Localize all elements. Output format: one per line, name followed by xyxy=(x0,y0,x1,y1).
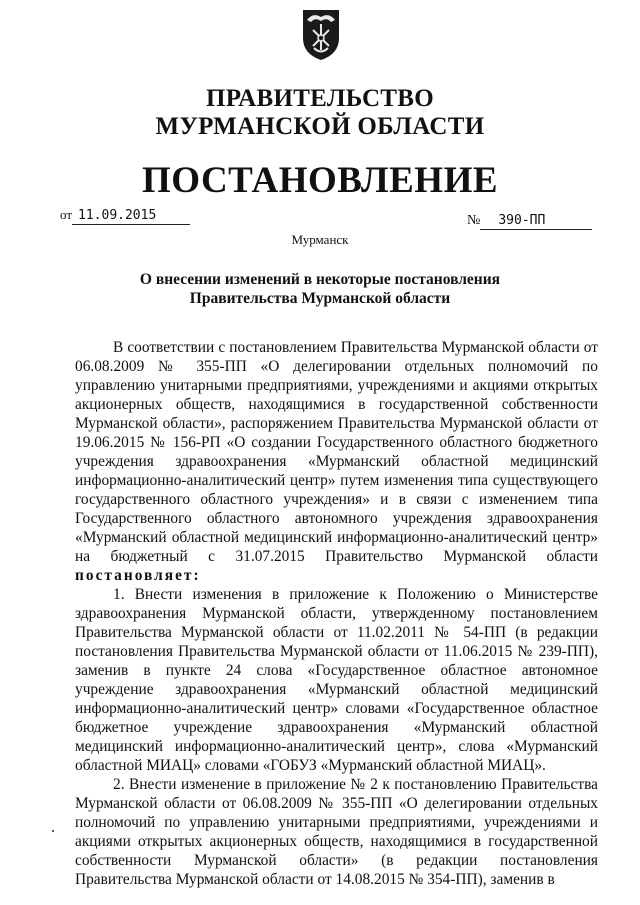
preamble-text: В соответствии с постановлением Правительства Мурманской области от 06.08.2009 № 355-ПП «О делегировании отдельных полномочий по управлению унитарными предприятиями, учреждениями и акциями открытых акционерных обществ, находящимися в государственной собственности Мурманской области», распоряжением Правительства Мурманской области от 19.06.2015 № 156-РП «О создании Государственного областного бюджетного учреждения здравоохранения «Мурманский областной медицинский информационно-аналитический центр» путем изменения типа существующего государственного областного учреждения» и в связи с изменением типа Государственного областного автономного учреждения здравоохранения «Мурманский областной медицинский информационно-аналитический центр» на бюджетный с 31.07.2015 Правительство Мурманской области xyxy=(75,339,598,565)
document-body xyxy=(75,338,598,889)
subject-line2: Правительства Мурманской области xyxy=(189,290,451,307)
date-label: от xyxy=(60,207,73,222)
document-number: 390-ПП xyxy=(480,213,592,230)
clause-1-paragraph: 1. Внести изменения в приложение к Положению о Министерстве здравоохранения Мурманской области, утвержденному постановлением Правительства Мурманской области от 11.02.2011 № 54-ПП (в редакции постановления Правительства Мурманской области от 11.06.2015 № 239-ПП), заменив в пункте 24 слова «Государственное областное автономное учреждение здравоохранения «Мурманский областной медицинский информационно-аналитический центр» словами «Государственное областное бюджетное учреждение здравоохранения «Мурманский областной медицинский информационно-аналитический центр», слова «Мурманский областной МИАЦ» словами «ГОБУЗ «Мурманский областной МИАЦ». xyxy=(75,586,598,774)
clause-2-paragraph: 2. Внести изменение в приложение № 2 к постановлению Правительства Мурманской области от 06.08.2009 № 355-ПП «О делегировании отдельных полномочий по управлению унитарными предприятиями, учреждениями и акциями открытых акционерных обществ, находящимися в государственной собственности Мурманской области» (в редакции постановления Правительства Мурманской области от 14.08.2015 № 354-ПП), заменив в xyxy=(75,776,598,888)
city-name: Мурманск xyxy=(291,232,349,247)
murmansk-coat-of-arms-icon xyxy=(301,8,341,62)
preamble-paragraph xyxy=(75,338,598,585)
government-name-line2: МУРМАНСКОЙ ОБЛАСТИ xyxy=(155,113,485,140)
subject-line1: О внесении изменений в некоторые постановления xyxy=(139,271,501,288)
document-subject xyxy=(0,270,640,308)
margin-mark xyxy=(52,830,54,832)
resolution-verb: постановляет: xyxy=(75,567,201,584)
number-label: № xyxy=(467,213,481,228)
government-name-line1: ПРАВИТЕЛЬСТВО xyxy=(206,85,434,112)
document-type-title: ПОСТАНОВЛЕНИЕ xyxy=(141,160,499,201)
document-date: 11.09.2015 xyxy=(72,208,190,225)
date-line xyxy=(60,206,190,225)
number-line xyxy=(467,212,592,230)
